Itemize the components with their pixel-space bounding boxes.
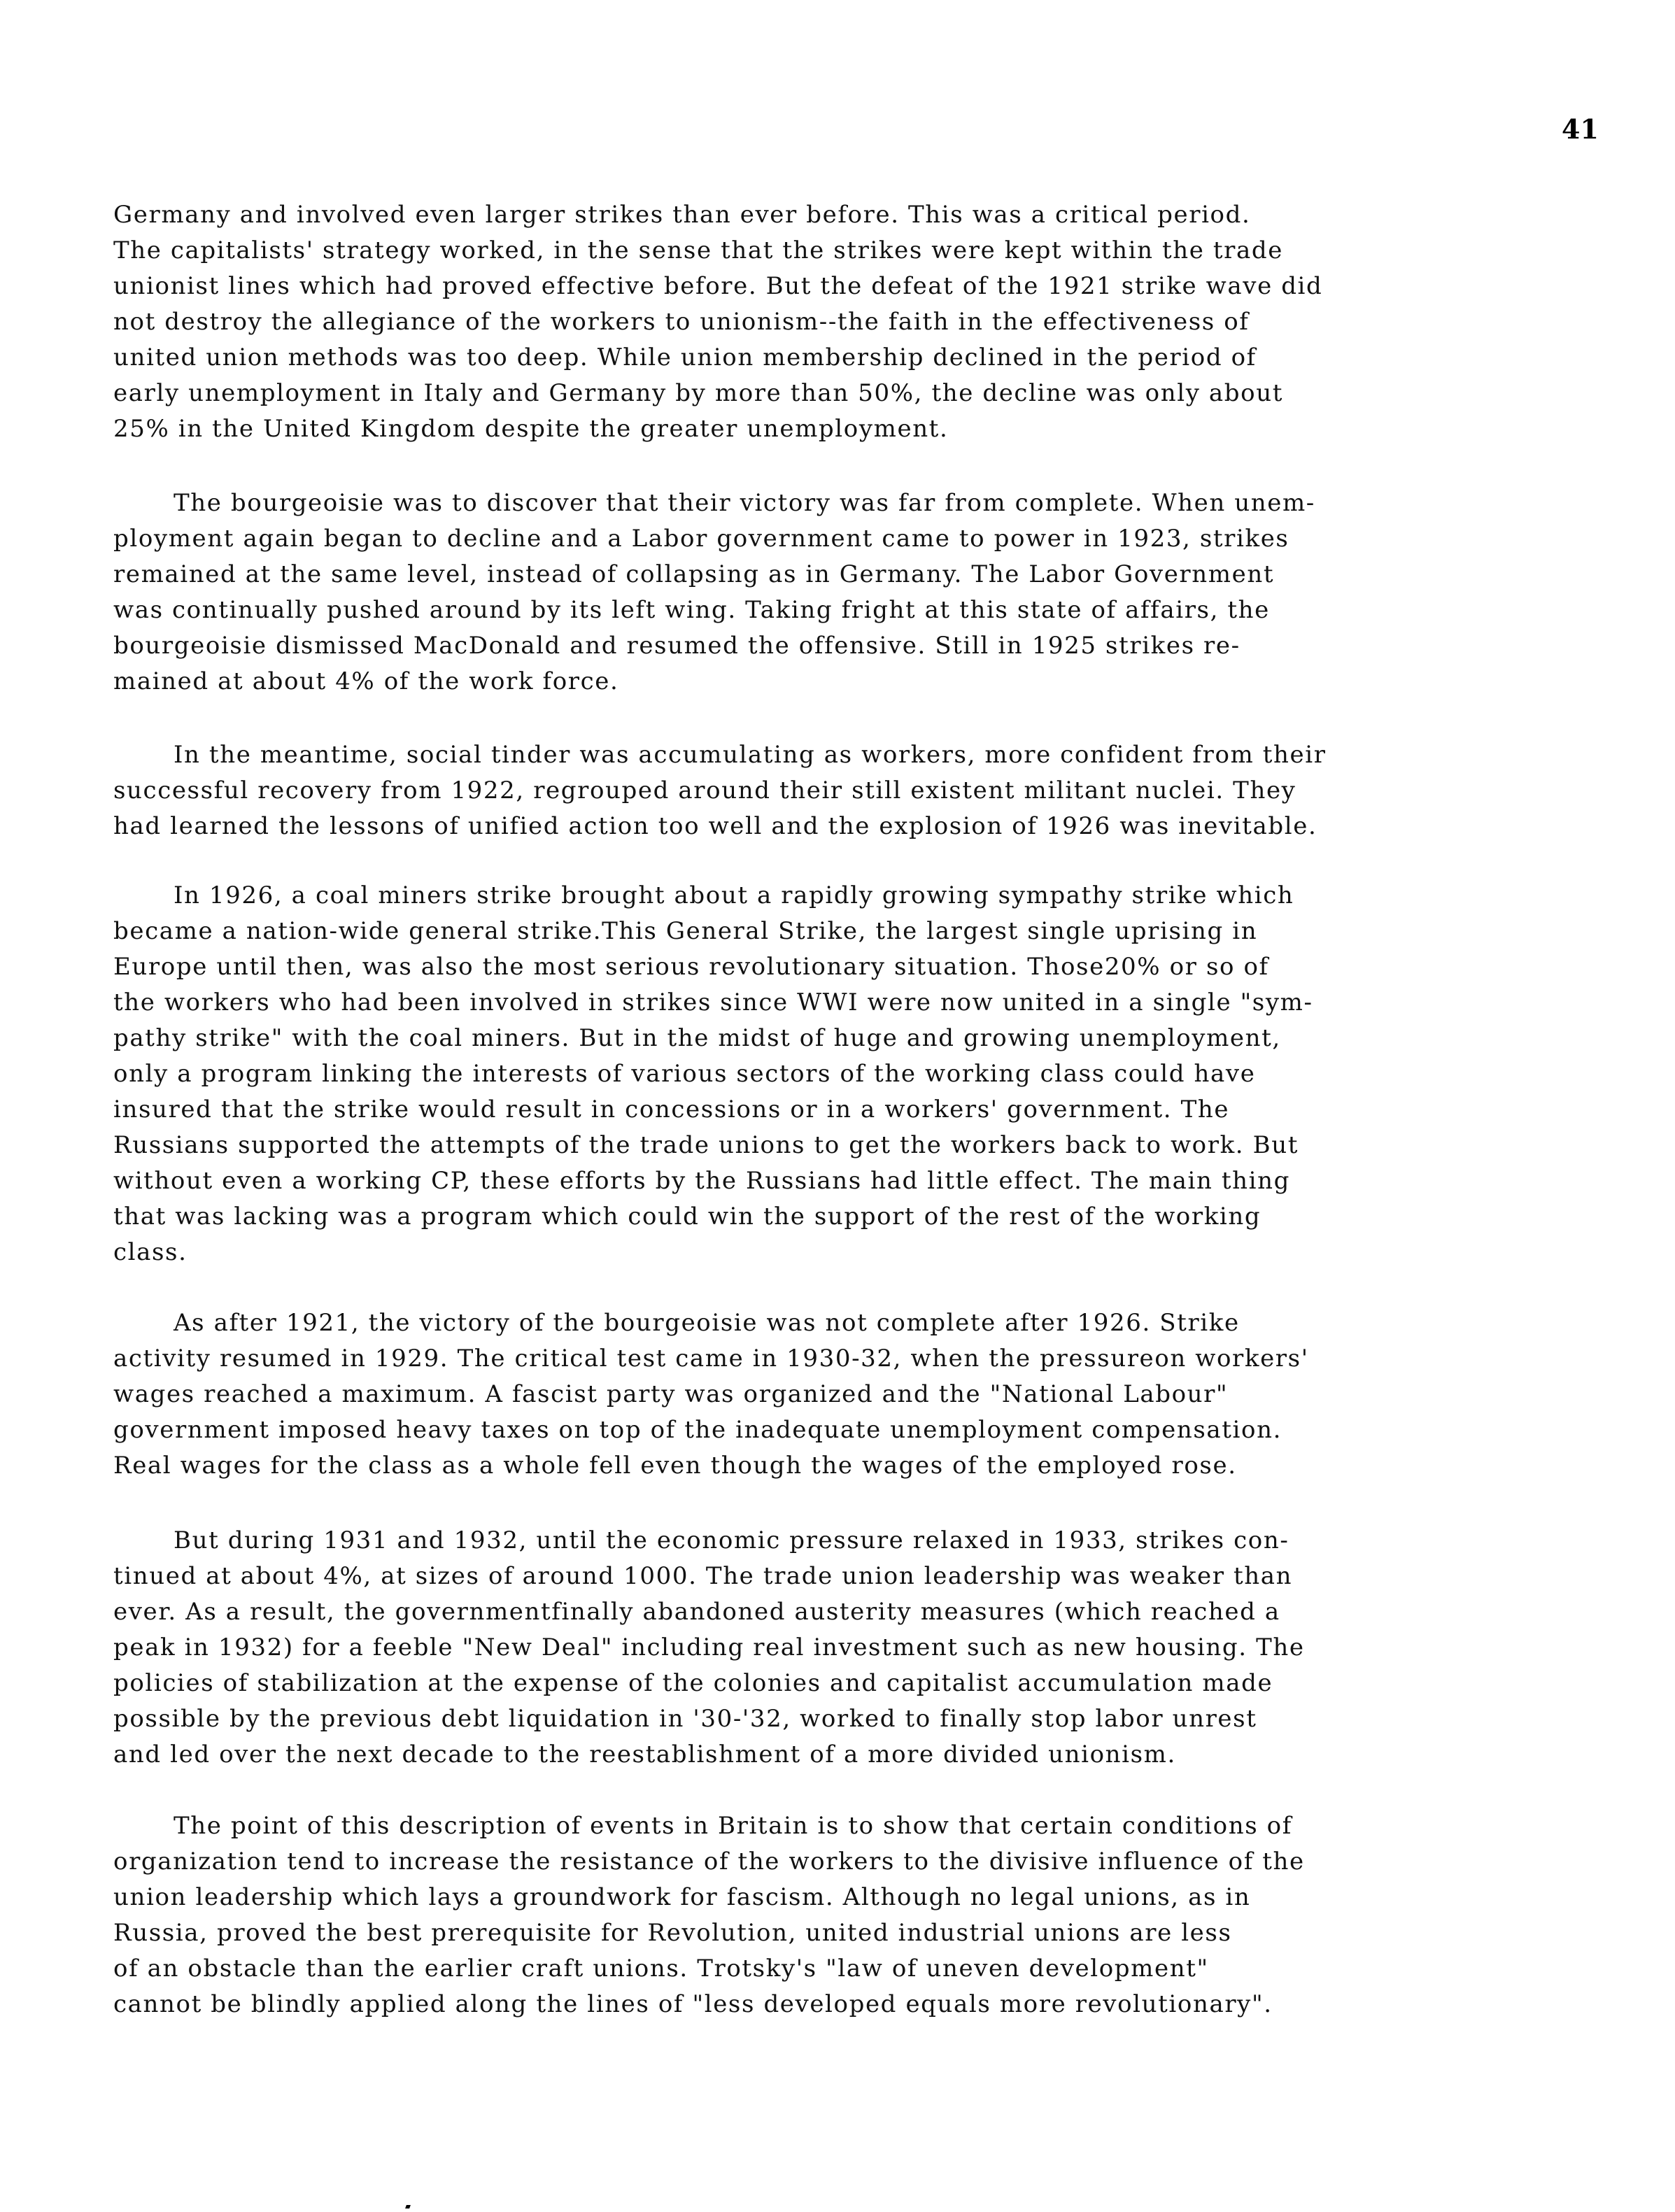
text-line: without even a working CP, these efforts by the Russians had little effect. The main thing	[113, 1167, 1290, 1195]
text-line: and led over the next decade to the reestablishment of a more divided unionism.	[113, 1740, 1176, 1768]
text-line: Russia, proved the best prerequisite for Revolution, united industrial unions are less	[113, 1919, 1232, 1947]
text-line: the workers who had been involved in strikes since WWI were now united in a single "sym-	[113, 988, 1313, 1016]
paragraph-6	[113, 1523, 1576, 1773]
text-line: activity resumed in 1929. The critical test came in 1930-32, when the pressureon workers'	[113, 1345, 1309, 1373]
text-line: government imposed heavy taxes on top of the inadequate unemployment compensation.	[113, 1416, 1282, 1444]
text-line: peak in 1932) for a feeble "New Deal" including real investment such as new housing. The	[113, 1633, 1305, 1661]
paragraph-7	[113, 1808, 1576, 2022]
text-line: pathy strike" with the coal miners. But in the midst of huge and growing unemployment,	[113, 1024, 1281, 1052]
text-line: of an obstacle than the earlier craft unions. Trotsky's "law of uneven development"	[113, 1955, 1209, 1983]
text-line: As after 1921, the victory of the bourgeoisie was not complete after 1926. Strike	[174, 1309, 1240, 1337]
text-line: had learned the lessons of unified action too well and the explosion of 1926 was inevitable.	[113, 812, 1317, 840]
text-line: wages reached a maximum. A fascist party was organized and the "National Labour"	[113, 1380, 1229, 1408]
text-line: early unemployment in Italy and Germany by more than 50%, the decline was only about	[113, 379, 1284, 407]
text-line: 25% in the United Kingdom despite the greater unemployment.	[113, 415, 949, 443]
text-line: united union methods was too deep. While union membership declined in the period of	[113, 343, 1257, 371]
text-line: bourgeoisie dismissed MacDonald and resumed the offensive. Still in 1925 strikes re-	[113, 632, 1241, 660]
text-line: Real wages for the class as a whole fell even though the wages of the employed rose.	[113, 1452, 1237, 1480]
text-line: mained at about 4% of the work force.	[113, 667, 619, 695]
text-line: The bourgeoisie was to discover that their victory was far from complete. When unem-	[174, 489, 1315, 517]
ink-speck	[405, 2205, 411, 2209]
text-line: ever. As a result, the governmentfinally abandoned austerity measures (which reached a	[113, 1598, 1280, 1626]
text-line: tinued at about 4%, at sizes of around 1000. The trade union leadership was weaker than	[113, 1562, 1293, 1590]
paragraph-1	[113, 197, 1576, 447]
text-line: In the meantime, social tinder was accumulating as workers, more confident from their	[174, 741, 1327, 769]
text-line: Germany and involved even larger strikes than ever before. This was a critical period.	[113, 201, 1251, 229]
text-line: was continually pushed around by its left wing. Taking fright at this state of affairs, the	[113, 596, 1270, 624]
text-line: that was lacking was a program which could win the support of the rest of the working	[113, 1203, 1261, 1231]
text-line: only a program linking the interests of various sectors of the working class could have	[113, 1060, 1256, 1088]
text-line: remained at the same level, instead of collapsing as in Germany. The Labor Government	[113, 560, 1275, 588]
text-line: unionist lines which had proved effective before. But the defeat of the 1921 strike wave did	[113, 272, 1323, 300]
text-line: not destroy the allegiance of the workers to unionism--the faith in the effectiveness of	[113, 308, 1250, 336]
text-line: organization tend to increase the resistance of the workers to the divisive influence of the	[113, 1848, 1305, 1876]
text-line: In 1926, a coal miners strike brought about a rapidly growing sympathy strike which	[174, 881, 1294, 909]
text-line: policies of stabilization at the expense of the colonies and capitalist accumulation made	[113, 1669, 1273, 1697]
text-line: union leadership which lays a groundwork for fascism. Although no legal unions, as in	[113, 1883, 1251, 1911]
paragraph-2	[113, 485, 1576, 700]
paragraph-4	[113, 878, 1576, 1270]
text-line: cannot be blindly applied along the lines of "less developed equals more revolutionary".	[113, 1990, 1273, 2018]
text-line: became a nation-wide general strike.This General Strike, the largest single uprising in	[113, 917, 1258, 945]
text-line: The point of this description of events in Britain is to show that certain conditions of	[174, 1812, 1292, 1840]
text-line: But during 1931 and 1932, until the economic pressure relaxed in 1933, strikes con-	[174, 1526, 1289, 1554]
paragraph-5	[113, 1305, 1576, 1484]
text-line: possible by the previous debt liquidation in '30-'32, worked to finally stop labor unrest	[113, 1705, 1257, 1733]
text-line: successful recovery from 1922, regrouped around their still existent militant nuclei. They	[113, 777, 1296, 804]
page-number: 41	[1562, 113, 1599, 145]
text-line: Europe until then, was also the most serious revolutionary situation. Those20% or so of	[113, 953, 1269, 981]
text-line: The capitalists' strategy worked, in the sense that the strikes were kept within the trade	[113, 236, 1283, 264]
text-line: Russians supported the attempts of the trade unions to get the workers back to work. But	[113, 1131, 1299, 1159]
text-line: insured that the strike would result in concessions or in a workers' government. The	[113, 1096, 1230, 1123]
text-line: class.	[113, 1238, 188, 1266]
paragraph-3	[113, 737, 1576, 844]
text-line: ployment again began to decline and a Labor government came to power in 1923, strikes	[113, 525, 1289, 553]
